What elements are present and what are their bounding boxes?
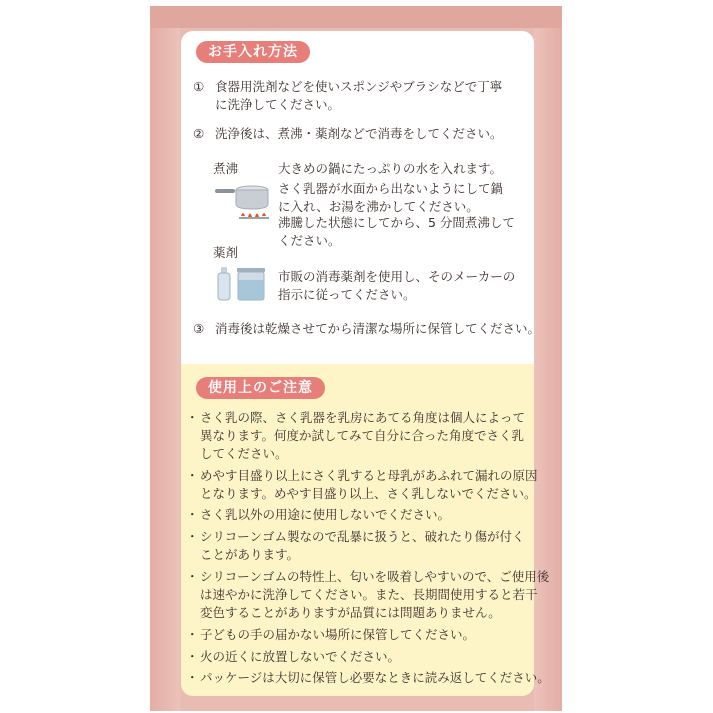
step-1-line-2: に洗浄してください。 (215, 97, 341, 112)
bullet: ・ (186, 670, 199, 685)
boil-line-5: ください。 (278, 233, 341, 248)
boil-label: 煮沸 (213, 161, 239, 176)
caution-3-line-1: さく乳以外の用途に使用しないでください。 (200, 507, 451, 522)
caution-1-line-2: 異なります。何度か試してみて自分に合った角度でさく乳 (200, 428, 525, 443)
boil-line-4: 沸騰した状態にしてから、5 分間煮沸して (278, 215, 515, 230)
caution-8-line-1: パッケージは大切に保管し必要なときに読み返してください。 (200, 670, 550, 685)
caution-4-line-2: ことがあります。 (200, 547, 300, 562)
caution-1-line-3: してください。 (200, 446, 288, 461)
caution-7-line-1: 火の近くに放置しないでください。 (200, 649, 401, 664)
chem-line-2: 指示に従ってください。 (278, 287, 416, 302)
saucepan-flame-icon (213, 183, 273, 223)
bullet: ・ (186, 649, 199, 664)
bullet: ・ (186, 627, 199, 642)
caution-1-line-1: さく乳の際、さく乳器を乳房にあてる角度は個人によって (200, 410, 526, 425)
caution-2-line-2: となります。めやす目盛り以上、さく乳しないでください。 (200, 486, 537, 501)
step-marker-2: ② (193, 126, 205, 141)
caution-5-line-1: シリコーンゴムの特性上、匂いを吸着しやすいので、ご使用後 (200, 569, 550, 584)
box-left-edge (150, 28, 180, 711)
chem-line-1: 市販の消毒薬剤を使用し、そのメーカーの (278, 269, 516, 284)
step-3-line-1: 消毒後は乾燥させてから清潔な場所に保管してください。 (215, 321, 541, 336)
bullet: ・ (186, 529, 199, 544)
bullet: ・ (186, 410, 199, 425)
step-2-line-1: 洗浄後は、煮沸・薬剤などで消毒をしてください。 (215, 126, 503, 141)
caution-5-line-3: 変色することがありますが品質には問題ありません。 (200, 605, 501, 620)
bullet: ・ (186, 468, 199, 483)
caution-2-line-1: めやす目盛り以上にさく乳すると母乳があふれて漏れの原因 (200, 468, 538, 483)
caution-6-line-1: 子どもの手の届かない場所に保管してください。 (200, 627, 476, 642)
caution-title: 使用上のご注意 (196, 377, 325, 399)
box-top-flap (150, 6, 562, 28)
step-1-line-1: 食器用洗剤などを使いスポンジやブラシなどで丁寧 (215, 79, 503, 94)
box-right-edge (534, 28, 562, 711)
bottle-container-icon (216, 264, 268, 304)
bullet: ・ (186, 569, 199, 584)
boil-line-1: 大きめの鍋にたっぷりの水を入れます。 (278, 161, 503, 176)
care-title: お手入れ方法 (196, 41, 310, 63)
step-marker-1: ① (193, 79, 205, 94)
chem-label: 薬剤 (213, 245, 239, 260)
bullet: ・ (186, 507, 199, 522)
step-marker-3: ③ (193, 321, 205, 336)
boil-line-2: さく乳器が水面から出ないようにして鍋 (278, 181, 504, 196)
caution-5-line-2: は速やかに洗浄してください。また、長期間使用すると若干 (200, 587, 538, 602)
caution-4-line-1: シリコーンゴム製なので乱暴に扱うと、破れたり傷が付く (200, 529, 525, 544)
boil-line-3: に入れ、お湯を沸かしてください。 (278, 199, 479, 214)
